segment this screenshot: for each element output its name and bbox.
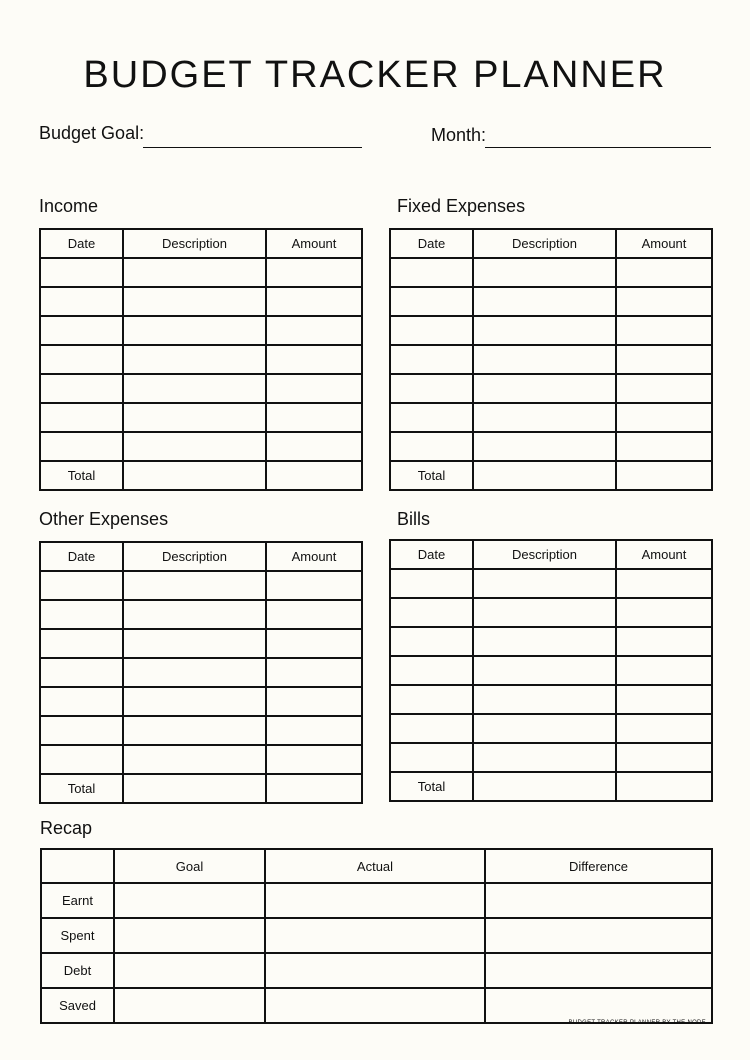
table-row [390, 345, 712, 374]
table-header-row [40, 542, 362, 571]
total-description-cell[interactable] [123, 774, 266, 803]
amount-cell[interactable] [266, 374, 362, 403]
table-row [390, 258, 712, 287]
description-cell[interactable] [473, 258, 616, 287]
date-cell[interactable] [390, 316, 473, 345]
table-row [390, 569, 712, 598]
description-cell[interactable] [123, 745, 266, 774]
description-cell[interactable] [123, 432, 266, 461]
description-cell[interactable] [123, 374, 266, 403]
description-cell[interactable] [473, 598, 616, 627]
date-cell[interactable] [40, 403, 123, 432]
table-row [390, 316, 712, 345]
date-cell[interactable] [40, 287, 123, 316]
total-row [40, 461, 362, 490]
table-row [40, 345, 362, 374]
date-cell[interactable] [390, 714, 473, 743]
description-cell[interactable] [123, 287, 266, 316]
total-amount-cell[interactable] [616, 461, 712, 490]
amount-cell[interactable] [266, 403, 362, 432]
table-row [390, 743, 712, 772]
recap-section-title: Recap [40, 818, 93, 838]
date-cell[interactable] [40, 258, 123, 287]
column-header-amount: Amount [266, 229, 362, 258]
table-header-row [390, 540, 712, 569]
total-description-cell[interactable] [473, 461, 616, 490]
column-header-amount: Amount [266, 542, 362, 571]
bills-table [389, 539, 713, 802]
recap-row-spent [41, 918, 712, 953]
column-header-difference: Difference [485, 849, 712, 883]
amount-cell[interactable] [616, 432, 712, 461]
amount-cell[interactable] [266, 345, 362, 374]
description-cell[interactable] [473, 287, 616, 316]
recap-row-debt [41, 953, 712, 988]
date-cell[interactable] [390, 656, 473, 685]
table-row [390, 403, 712, 432]
column-header-goal: Goal [114, 849, 265, 883]
date-cell[interactable] [390, 287, 473, 316]
amount-cell[interactable] [616, 403, 712, 432]
table-row [390, 656, 712, 685]
total-amount-cell[interactable] [266, 461, 362, 490]
column-header-amount: Amount [616, 540, 712, 569]
actual-cell[interactable] [265, 988, 485, 1023]
column-header-description: Description [123, 229, 266, 258]
amount-cell[interactable] [266, 658, 362, 687]
recap-table [40, 848, 713, 1024]
date-cell[interactable] [40, 374, 123, 403]
date-cell[interactable] [40, 316, 123, 345]
actual-cell[interactable] [265, 918, 485, 953]
amount-cell[interactable] [616, 258, 712, 287]
income-table [39, 228, 363, 491]
date-cell[interactable] [40, 571, 123, 600]
description-cell[interactable] [123, 600, 266, 629]
date-cell[interactable] [40, 629, 123, 658]
column-header-date: Date [390, 229, 473, 258]
total-row [390, 461, 712, 490]
description-cell[interactable] [123, 571, 266, 600]
description-cell[interactable] [123, 687, 266, 716]
amount-cell[interactable] [616, 374, 712, 403]
recap-row-saved [41, 988, 712, 1023]
amount-cell[interactable] [266, 258, 362, 287]
recap-row-earnt [41, 883, 712, 918]
description-cell[interactable] [473, 432, 616, 461]
page-title: BUDGET TRACKER PLANNER [83, 54, 667, 96]
table-row [390, 714, 712, 743]
table-header-row [40, 229, 362, 258]
column-header-amount: Amount [616, 229, 712, 258]
fixed-expenses-table [389, 228, 713, 491]
amount-cell[interactable] [266, 287, 362, 316]
table-row [40, 687, 362, 716]
month-line[interactable] [485, 147, 711, 148]
table-row [40, 716, 362, 745]
recap-corner-cell [41, 849, 114, 883]
table-row [40, 658, 362, 687]
table-row [40, 374, 362, 403]
date-cell[interactable] [40, 687, 123, 716]
difference-cell[interactable] [485, 988, 712, 1023]
date-cell[interactable] [40, 600, 123, 629]
description-cell[interactable] [473, 714, 616, 743]
amount-cell[interactable] [616, 714, 712, 743]
total-amount-cell[interactable] [616, 772, 712, 801]
total-label: Total [390, 772, 473, 801]
table-row [40, 745, 362, 774]
total-description-cell[interactable] [123, 461, 266, 490]
amount-cell[interactable] [616, 627, 712, 656]
table-header-row [390, 229, 712, 258]
column-header-date: Date [390, 540, 473, 569]
amount-cell[interactable] [266, 629, 362, 658]
amount-cell[interactable] [266, 745, 362, 774]
date-cell[interactable] [390, 374, 473, 403]
amount-cell[interactable] [616, 685, 712, 714]
difference-cell[interactable] [485, 883, 712, 918]
date-cell[interactable] [390, 743, 473, 772]
month-label: Month: [431, 125, 487, 145]
column-header-date: Date [40, 542, 123, 571]
actual-cell[interactable] [265, 883, 485, 918]
amount-cell[interactable] [616, 287, 712, 316]
description-cell[interactable] [123, 716, 266, 745]
table-row [390, 432, 712, 461]
recap-row-label: Saved [41, 988, 114, 1023]
date-cell[interactable] [40, 716, 123, 745]
amount-cell[interactable] [616, 345, 712, 374]
description-cell[interactable] [473, 374, 616, 403]
total-label: Total [390, 461, 473, 490]
amount-cell[interactable] [266, 600, 362, 629]
amount-cell[interactable] [616, 598, 712, 627]
table-row [390, 287, 712, 316]
column-header-date: Date [40, 229, 123, 258]
table-row [40, 258, 362, 287]
amount-cell[interactable] [266, 687, 362, 716]
column-header-description: Description [473, 229, 616, 258]
goal-cell[interactable] [114, 918, 265, 953]
date-cell[interactable] [40, 432, 123, 461]
table-row [390, 598, 712, 627]
table-row [390, 627, 712, 656]
fixed-expenses-section-title: Fixed Expenses [397, 196, 526, 216]
description-cell[interactable] [473, 685, 616, 714]
table-row [40, 316, 362, 345]
table-row [40, 287, 362, 316]
description-cell[interactable] [123, 316, 266, 345]
description-cell[interactable] [123, 258, 266, 287]
recap-row-label: Spent [41, 918, 114, 953]
difference-cell[interactable] [485, 953, 712, 988]
total-row [390, 772, 712, 801]
amount-cell[interactable] [616, 743, 712, 772]
date-cell[interactable] [390, 432, 473, 461]
date-cell[interactable] [40, 345, 123, 374]
goal-cell[interactable] [114, 883, 265, 918]
total-label: Total [40, 774, 123, 803]
difference-cell[interactable] [485, 918, 712, 953]
table-row [40, 403, 362, 432]
description-cell[interactable] [473, 743, 616, 772]
amount-cell[interactable] [266, 716, 362, 745]
total-label: Total [40, 461, 123, 490]
description-cell[interactable] [123, 658, 266, 687]
date-cell[interactable] [390, 627, 473, 656]
date-cell[interactable] [390, 685, 473, 714]
total-row [40, 774, 362, 803]
other-expenses-table [39, 541, 363, 804]
other-expenses-section-title: Other Expenses [39, 509, 169, 529]
budget-goal-line[interactable] [143, 147, 362, 148]
date-cell[interactable] [390, 569, 473, 598]
date-cell[interactable] [390, 258, 473, 287]
description-cell[interactable] [473, 656, 616, 685]
table-row [390, 374, 712, 403]
description-cell[interactable] [473, 345, 616, 374]
goal-cell[interactable] [114, 988, 265, 1023]
date-cell[interactable] [390, 598, 473, 627]
total-description-cell[interactable] [473, 772, 616, 801]
income-section-title: Income [39, 196, 99, 216]
recap-row-label: Debt [41, 953, 114, 988]
table-row [40, 629, 362, 658]
total-amount-cell[interactable] [266, 774, 362, 803]
date-cell[interactable] [40, 745, 123, 774]
description-cell[interactable] [473, 627, 616, 656]
table-row [40, 600, 362, 629]
description-cell[interactable] [473, 569, 616, 598]
amount-cell[interactable] [616, 569, 712, 598]
date-cell[interactable] [390, 403, 473, 432]
description-cell[interactable] [123, 629, 266, 658]
description-cell[interactable] [473, 403, 616, 432]
column-header-description: Description [473, 540, 616, 569]
description-cell[interactable] [473, 316, 616, 345]
date-cell[interactable] [390, 345, 473, 374]
budget-goal-label: Budget Goal: [39, 123, 145, 143]
description-cell[interactable] [123, 345, 266, 374]
amount-cell[interactable] [616, 656, 712, 685]
amount-cell[interactable] [616, 316, 712, 345]
amount-cell[interactable] [266, 432, 362, 461]
recap-header-row [41, 849, 712, 883]
table-row [40, 571, 362, 600]
actual-cell[interactable] [265, 953, 485, 988]
amount-cell[interactable] [266, 571, 362, 600]
date-cell[interactable] [40, 658, 123, 687]
amount-cell[interactable] [266, 316, 362, 345]
recap-row-label: Earnt [41, 883, 114, 918]
bills-section-title: Bills [397, 509, 431, 529]
goal-cell[interactable] [114, 953, 265, 988]
column-header-description: Description [123, 542, 266, 571]
table-row [390, 685, 712, 714]
footer-credit: BUDGET TRACKER PLANNER BY THE NODE [568, 1020, 706, 1026]
column-header-actual: Actual [265, 849, 485, 883]
description-cell[interactable] [123, 403, 266, 432]
table-row [40, 432, 362, 461]
